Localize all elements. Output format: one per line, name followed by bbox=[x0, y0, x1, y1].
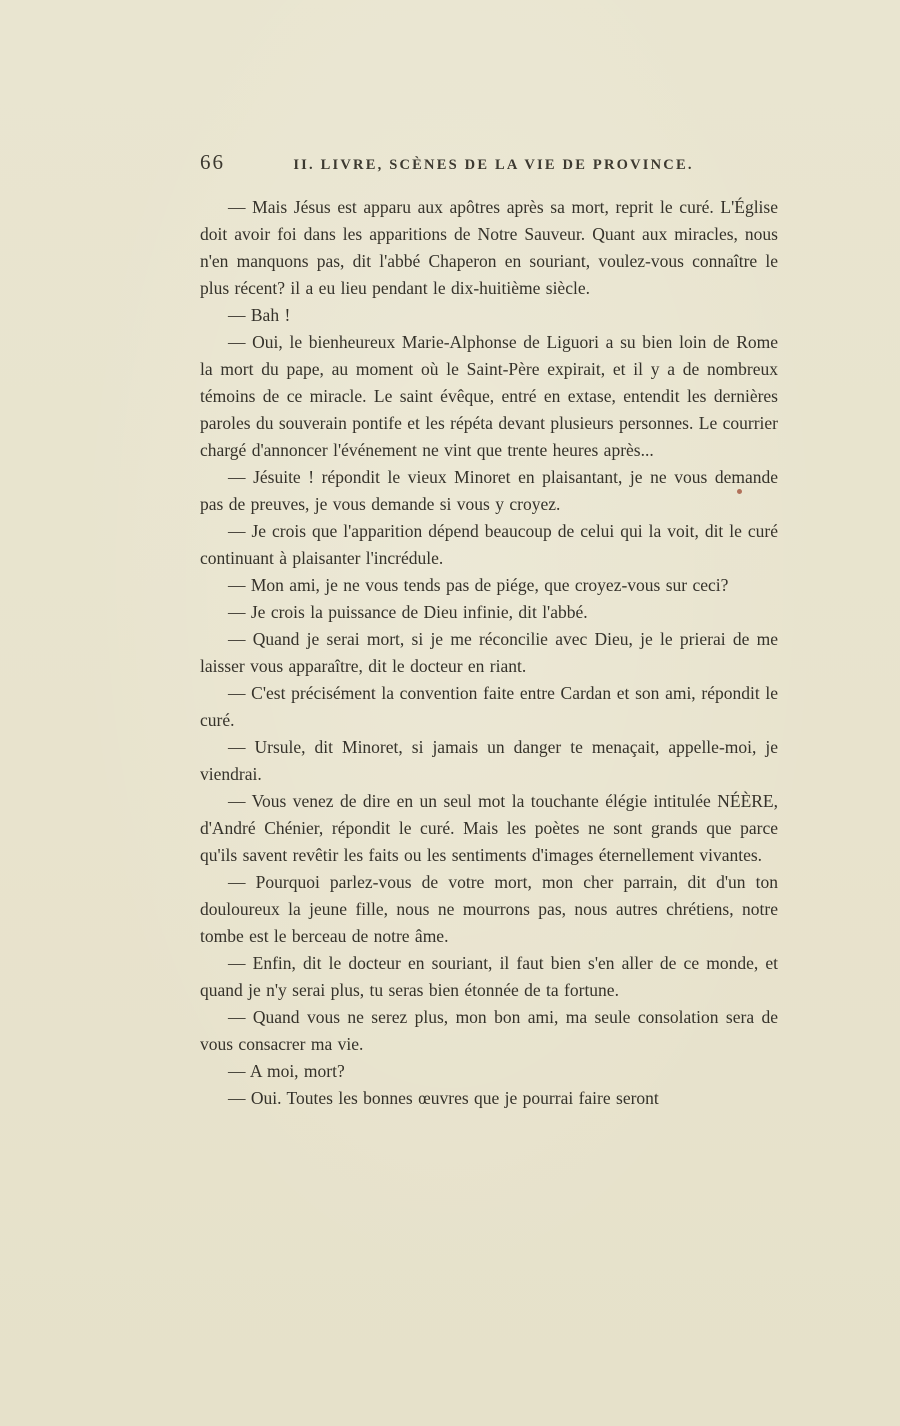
paragraph: — Mais Jésus est apparu aux apôtres après sa mort, reprit le curé. L'Église doit avoir foi dans les apparitions de Notre Sauveur. Quant aux miracles, nous n'en manquons pas, dit l'abbé Chaperon en souriant, voulez-vous connaître le plus récent? il a eu lieu pendant le dix-huitième siècle. bbox=[200, 197, 778, 298]
paragraph: — Jésuite ! répondit le vieux Minoret en plaisantant, je ne vous demande pas de preuves, je vous demande si vous y croyez. bbox=[200, 467, 778, 514]
paragraph: — Pourquoi parlez-vous de votre mort, mon cher parrain, dit d'un ton douloureux la jeune fille, nous ne mourrons pas, nous autres chrétiens, notre tombe est le berceau de notre âme. bbox=[200, 872, 778, 946]
text-block bbox=[200, 194, 778, 1112]
paragraph: — Oui, le bienheureux Marie-Alphonse de Liguori a su bien loin de Rome la mort du pape, au moment où le Saint-Père expirait, et il y a de nombreux témoins de ce miracle. Le saint évêque, entré en extase, entendit les dernières paroles du souverain pontife et les répéta devant plusieurs personnes. Le courrier chargé d'annoncer l'événement ne vint que trente heures après... bbox=[200, 332, 778, 460]
page-header bbox=[200, 150, 778, 175]
running-title: II. LIVRE, SCÈNES DE LA VIE DE PROVINCE. bbox=[293, 157, 694, 173]
paragraph: — Enfin, dit le docteur en souriant, il faut bien s'en aller de ce monde, et quand je n'y serai plus, tu seras bien étonnée de ta fortune. bbox=[200, 953, 778, 1000]
paragraph: — Ursule, dit Minoret, si jamais un danger te menaçait, appelle-moi, je viendrai. bbox=[200, 737, 778, 784]
paper-speck bbox=[737, 489, 742, 494]
paragraph: — Bah ! bbox=[228, 305, 291, 325]
page-number: 66 bbox=[200, 150, 225, 174]
paragraph: — Oui. Toutes les bonnes œuvres que je pourrai faire seront bbox=[228, 1088, 659, 1108]
paragraph: — C'est précisément la convention faite entre Cardan et son ami, répondit le curé. bbox=[200, 683, 778, 730]
paragraph: — A moi, mort? bbox=[228, 1061, 345, 1081]
paragraph: — Vous venez de dire en un seul mot la touchante élégie intitulée NÉÈRE, d'André Chénier, répondit le curé. Mais les poètes ne sont grands que parce qu'ils savent revêtir les faits ou les sentiments d'images éternellement vivantes. bbox=[200, 791, 778, 865]
paragraph: — Quand vous ne serez plus, mon bon ami, ma seule consolation sera de vous consacrer ma vie. bbox=[200, 1007, 778, 1054]
paragraph: — Je crois la puissance de Dieu infinie, dit l'abbé. bbox=[228, 602, 588, 622]
paragraph: — Je crois que l'apparition dépend beaucoup de celui qui la voit, dit le curé continuant à plaisanter l'incrédule. bbox=[200, 521, 778, 568]
paragraph: — Mon ami, je ne vous tends pas de piége, que croyez-vous sur ceci? bbox=[228, 575, 729, 595]
paragraph: — Quand je serai mort, si je me réconcilie avec Dieu, je le prierai de me laisser vous apparaître, dit le docteur en riant. bbox=[200, 629, 778, 676]
